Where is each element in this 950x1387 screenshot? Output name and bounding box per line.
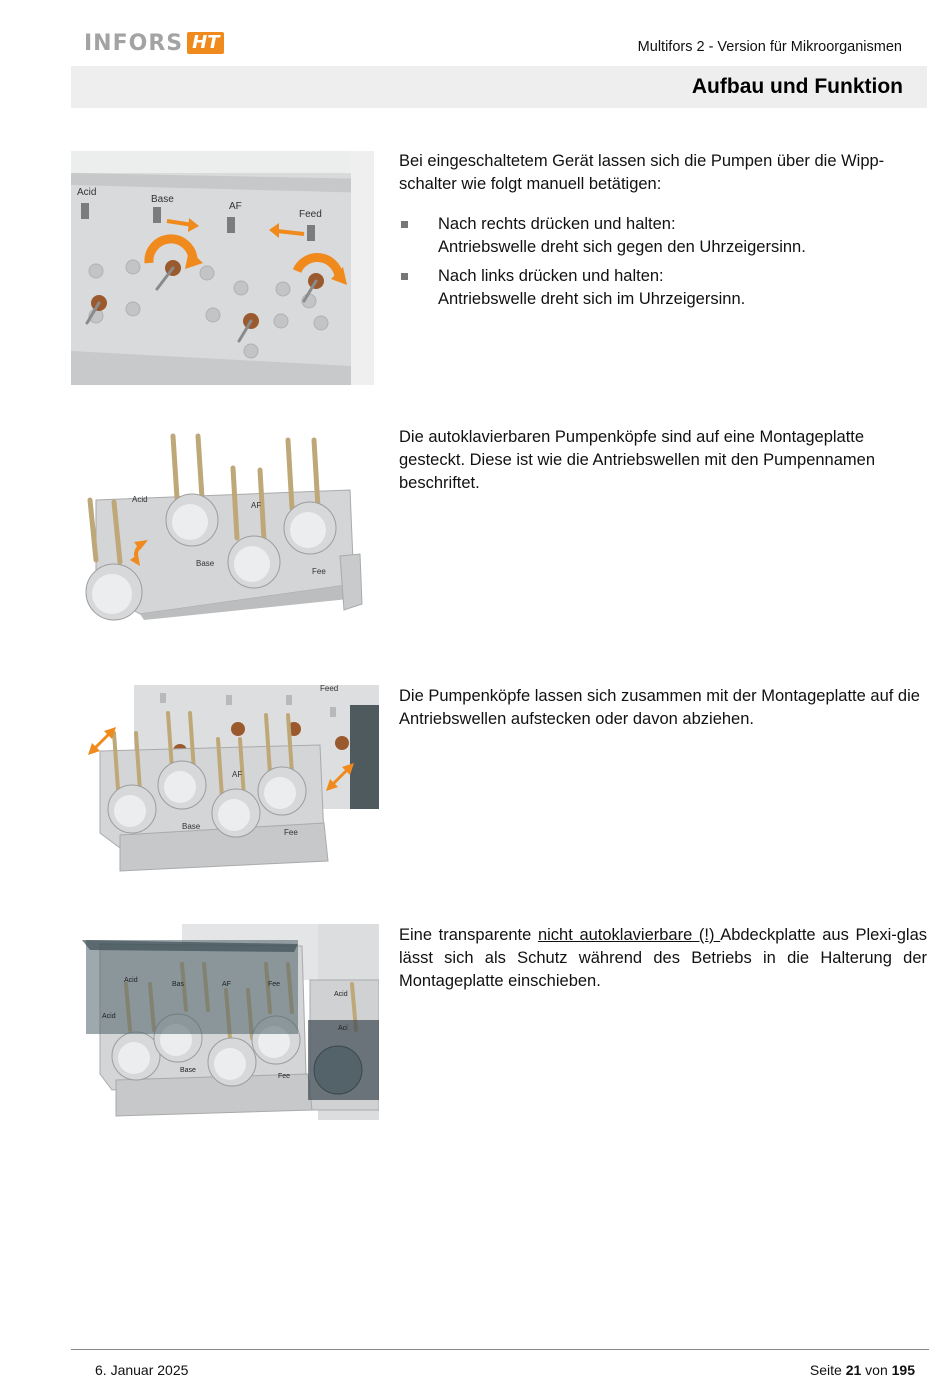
switch-label-af: AF bbox=[229, 201, 242, 212]
bullet-2-line-2: Antriebswelle dreht sich im Uhrzeigersinn. bbox=[438, 290, 746, 308]
document-title: Multifors 2 - Version für Mikroorganismen bbox=[637, 39, 902, 55]
logo-badge: HT bbox=[187, 32, 224, 54]
cover-label-fee: Fee bbox=[268, 981, 281, 988]
section-2-paragraph: Die autoklavierbaren Pumpenköpfe sind auf eine Montageplatte gesteckt. Diese ist wie die Antriebswellen mit den Pumpennamen beschriftet. bbox=[399, 428, 875, 492]
switch-label-acid: Acid bbox=[77, 187, 97, 198]
footer-page-total: 195 bbox=[891, 1362, 915, 1378]
figure-cover-plate bbox=[82, 924, 379, 1120]
cover-label-acid-right: Acid bbox=[334, 991, 348, 998]
section-4-text-before: Eine transparente bbox=[399, 926, 538, 944]
logo-text: INFORS bbox=[84, 30, 184, 56]
plate2-label-af: AF bbox=[232, 770, 243, 779]
cover-label-aci-right: Aci bbox=[338, 1025, 348, 1032]
plate-label-base: Base bbox=[196, 559, 215, 568]
bullet-1-line-1: Nach rechts drücken und halten: bbox=[438, 215, 676, 233]
plate-label-acid: Acid bbox=[132, 495, 148, 504]
switch-label-base: Base bbox=[151, 194, 174, 205]
section-4-paragraph bbox=[399, 924, 927, 993]
cover-label-acid: Acid bbox=[124, 977, 138, 984]
section-4-text bbox=[399, 924, 927, 993]
section-1-text bbox=[399, 150, 927, 317]
figure-mounting-plate bbox=[80, 685, 379, 875]
figure-pump-heads bbox=[78, 428, 368, 624]
footer-page-prefix: Seite bbox=[809, 1362, 846, 1378]
bullet-item bbox=[399, 213, 927, 259]
plate2-label-feed: Feed bbox=[320, 685, 339, 693]
figure-rocker-switches bbox=[71, 151, 374, 385]
plate2-label-base: Base bbox=[182, 822, 201, 831]
plate-label-af: AF bbox=[251, 501, 262, 510]
footer-date: 6. Januar 2025 bbox=[95, 1362, 189, 1378]
section-3-paragraph: Die Pumpenköpfe lassen sich zusammen mit der Montageplatte auf die Antriebswellen aufstecken oder davon abziehen. bbox=[399, 687, 920, 728]
cover-label-af: AF bbox=[222, 981, 231, 988]
infors-logo bbox=[84, 30, 224, 56]
cover-label-bas: Bas bbox=[172, 981, 185, 988]
footer-page-number bbox=[810, 1362, 915, 1378]
section-4-underlined: nicht autoklavierbare (!) bbox=[537, 926, 721, 944]
bullet-list bbox=[399, 213, 927, 311]
footer-divider bbox=[71, 1349, 929, 1350]
switch-label-feed: Feed bbox=[299, 209, 322, 220]
cover-label-base: Base bbox=[180, 1067, 196, 1074]
section-4-text-after: Abdeckplatte aus Plexi-glas lässt sich als Schutz während des Betriebs in die Halterung der Montageplatte einschieben. bbox=[399, 926, 928, 990]
bullet-square-icon bbox=[401, 273, 408, 280]
plate-label-feed: Fee bbox=[312, 567, 326, 576]
bullet-square-icon bbox=[401, 221, 408, 228]
section-1-intro-line-1: Bei eingeschaltetem Gerät lassen sich die Pumpen über die Wipp- bbox=[399, 152, 885, 170]
bullet-item bbox=[399, 265, 927, 311]
plate2-label-fee: Fee bbox=[284, 828, 298, 837]
footer-page-mid: von bbox=[861, 1362, 892, 1378]
cover-label-fee-lower: Fee bbox=[278, 1073, 291, 1080]
bullet-2-line-1: Nach links drücken und halten: bbox=[438, 267, 664, 285]
section-title-band bbox=[71, 66, 927, 108]
footer-page-current: 21 bbox=[845, 1362, 862, 1378]
section-2-text bbox=[399, 426, 927, 495]
section-3-text bbox=[399, 685, 927, 731]
section-title: Aufbau und Funktion bbox=[691, 75, 903, 98]
section-1-intro-line-2: schalter wie folgt manuell betätigen: bbox=[399, 175, 662, 193]
cover-label-acid-lower: Acid bbox=[102, 1013, 116, 1020]
bullet-1-line-2: Antriebswelle dreht sich gegen den Uhrzeigersinn. bbox=[438, 238, 806, 256]
